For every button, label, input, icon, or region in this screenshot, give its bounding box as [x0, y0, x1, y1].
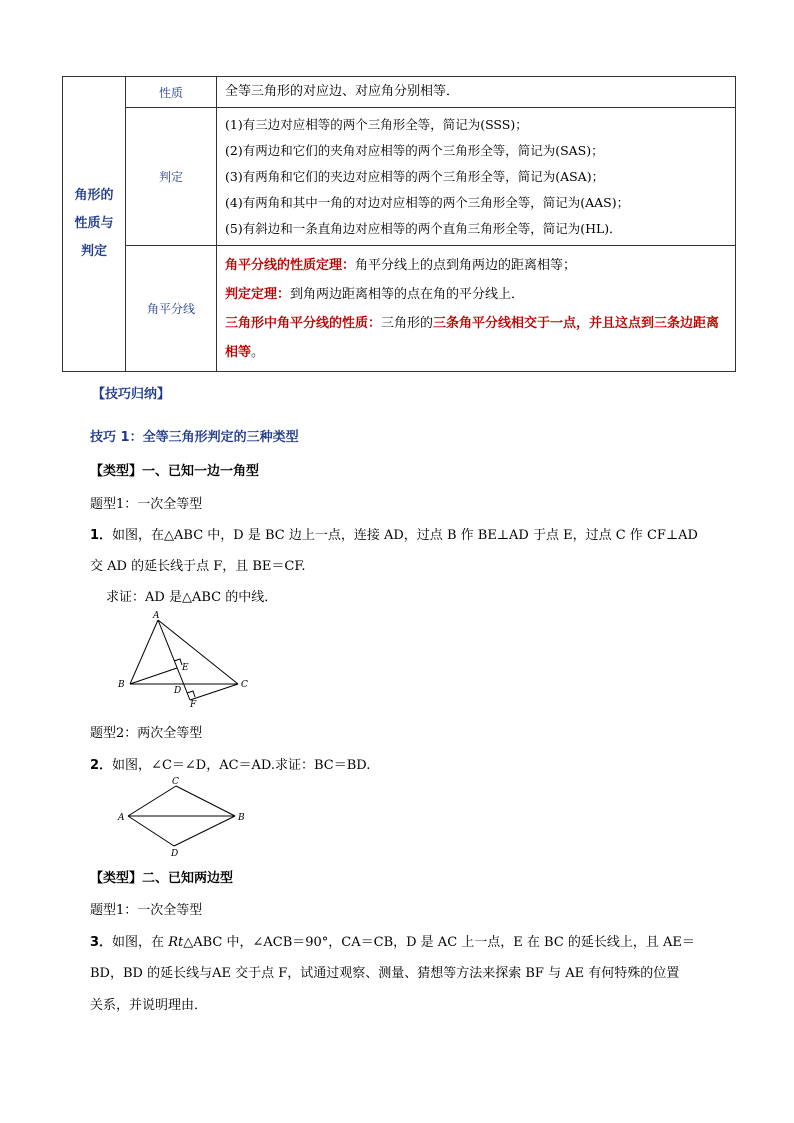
criteria-sas: (2)有两边和它们的夹角对应相等的两个三角形全等，简记为(SAS)； [225, 142, 604, 158]
properties-table [62, 76, 736, 372]
row-label-bisector: 角平分线 [126, 246, 217, 372]
problem2-line1: 2．如图，∠C＝∠D，AC＝AD.求证：BC＝BD. [90, 758, 371, 773]
question-type-3: 题型1：一次全等型 [90, 903, 203, 918]
label-c: C [241, 680, 248, 690]
label-d: D [171, 849, 179, 859]
property-line: 全等三角形的对应边、对应角分别相等． [225, 84, 460, 99]
triangle-figure-1 [110, 608, 260, 708]
label-b: B [238, 813, 245, 823]
section-title: 【技巧归纳】 [92, 387, 171, 402]
bisector-property: 角平分线的性质定理：角平分线上的点到角两边的距离相等； [225, 257, 577, 273]
problem3-line1: 3．如图，在 Rt△ABC 中，∠ACB＝90°，CA＝CB，D 是 AC 上一点，E 在 BC 的延长线上，且 AE＝ [90, 935, 695, 950]
kite-figure-2 [110, 774, 260, 860]
row-content-bisector [217, 246, 736, 372]
criteria-aas: (4)有两角和其中一角的对边对应相等的两个三角形全等，简记为(AAS)； [225, 194, 630, 210]
label-b: B [118, 680, 125, 690]
problem3-line3: 关系，并说明理由． [90, 998, 208, 1013]
label-c: C [172, 777, 179, 787]
problem1-line3: 求证：AD 是△ABC 的中线． [106, 590, 278, 605]
row-label-criteria: 判定 [126, 108, 217, 246]
label-e: E [182, 663, 189, 673]
criteria-sss: (1)有三边对应相等的两个三角形全等，简记为(SSS)； [225, 116, 528, 132]
bisector-criterion: 判定定理：到角两边距离相等的点在角的平分线上． [225, 286, 525, 302]
category-cell [63, 77, 126, 372]
label-f: F [190, 700, 197, 708]
problem1-line1: 1．如图，在△ABC 中，D 是 BC 边上一点，连接 AD，过点 B 作 BE⊥AD 于点 E，过点 C 作 CF⊥AD [90, 528, 698, 543]
label-d: D [174, 686, 182, 696]
question-type-2: 题型2：两次全等型 [90, 726, 203, 741]
category-label: 角形的性质与判定 [74, 188, 114, 259]
type2-title: 【类型】二、已知两边型 [90, 871, 234, 886]
skill-title: 技巧 1：全等三角形判定的三种类型 [90, 430, 299, 445]
bisector-triangle: 三角形中角平分线的性质：三角形的三条角平分线相交于一点，并且这点到三条边距离相等。 [225, 315, 720, 360]
label-a: A [118, 813, 125, 823]
row-label-properties: 性质 [126, 77, 217, 108]
row-content-criteria [217, 108, 736, 246]
question-type-1: 题型1：一次全等型 [90, 497, 203, 512]
problem1-line2: 交 AD 的延长线于点 F，且 BE＝CF. [90, 559, 306, 574]
label-a: A [153, 611, 160, 621]
criteria-hl: (5)有斜边和一条直角边对应相等的两个直角三角形全等，简记为(HL)． [225, 220, 622, 236]
row-content-properties [217, 77, 736, 108]
type1-title: 【类型】一、已知一边一角型 [90, 464, 260, 479]
criteria-asa: (3)有两角和它们的夹边对应相等的两个三角形全等，简记为(ASA)； [225, 168, 605, 184]
problem3-line2: BD，BD 的延长线与AE 交于点 F，试通过观察、测量、猜想等方法来探索 BF 与 AE 有何特殊的位置 [90, 966, 680, 981]
